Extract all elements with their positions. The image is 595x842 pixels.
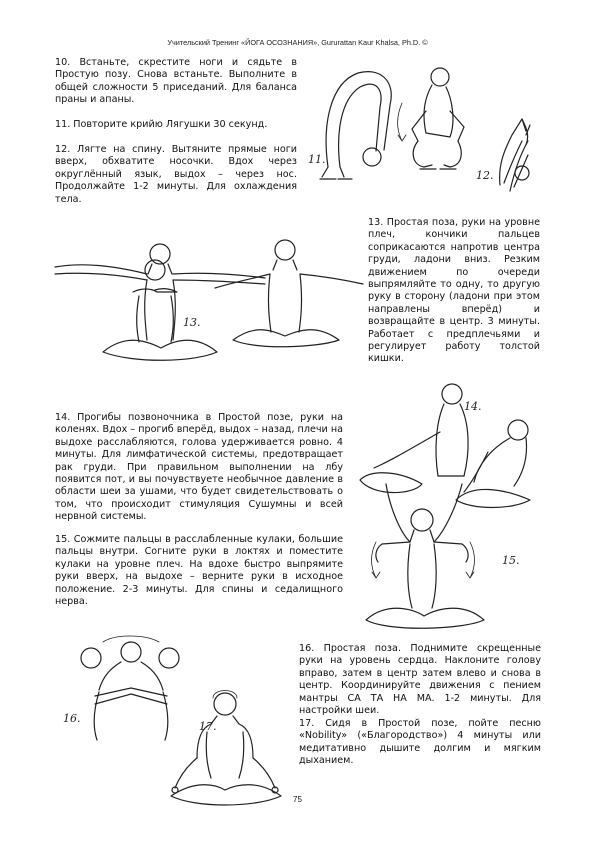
step-12-text: 12. Лягте на спину. Вытяните прямые ноги вверх, обхватите носочки. Вдох через округлённый язык, выдох – через нос. Продолжайте 1-2 минуты. Для охлаждения тела. [55, 144, 297, 205]
figure-forward-bend [320, 72, 391, 179]
step-16-text: 16. Простая поза. Поднимите скрещенные руки на уровень сердца. Наклоните голову вправо, затем в центр затем влево и снова в центр. Координируйте движения с пением мантры СА ТА НА МА. 1-2 минуты. Для настройки шеи. [299, 643, 541, 717]
figure-label-15: 15. [502, 554, 520, 567]
illustration-neck-tilt-meditation [55, 632, 295, 810]
step-11-text: 11. Повторите крийю Лягушки 30 секунд. [55, 119, 268, 130]
figure-side-arms-out [215, 240, 363, 347]
figure-squat [398, 68, 465, 169]
figure-neck-tilt [81, 636, 179, 740]
step-17-text: 17. Сидя в Простой позе, пойте песню «Nobility» («Благородство») 4 минуты или медитативно дышите долгим и мягким дыханием. [299, 718, 541, 767]
illustration-arm-extension [55, 222, 365, 372]
step-10-text: 10. Встаньте, скрестите ноги и сядьте в Простую позу. Снова встаньте. Выполните в общей сложности 5 приседаний. Для баланса праны и апаны. [55, 57, 297, 106]
figure-label-12: 12. [476, 169, 494, 182]
figure-label-13: 13. [183, 316, 201, 329]
illustration-squat-and-leg-hold [300, 55, 545, 195]
step-14-text: 14. Прогибы позвоночника в Простой позе, руки на коленях. Вдох – прогиб вперёд, выдох – назад, плечи на выдохе расслабляются, голова удерживается ровно. 4 минуты. Для лимфатической системы, предотвращает рак груди. При правильном выполнении на лбу появится пот, и вы почувствуете необычное давление в области шеи за ушами, что будет свидетельствовать о том, что происходит стимуляция Сушумны и всей нервной системы. [55, 412, 343, 523]
step-15-text: 15. Сожмите пальцы в расслабленные кулаки, большие пальцы внутри. Согните руки в локтях и поместите кулаки на уровне плеч. На вдохе быстро выпрямите руки вверх, на выдохе – верните руки в исходное положение. 2-3 минуты. Для спины и седалищного нерва. [55, 534, 343, 608]
illustration-spinal-flex-arm-raise [352, 372, 552, 640]
page-header: Учительский Тренинг «ЙОГА ОСОЗНАНИЯ», Gururattan Kaur Khalsa, Ph.D. © [167, 38, 428, 47]
figure-label-17: 17. [199, 720, 217, 733]
step-13-text: 13. Простая поза, руки на уровне плеч, кончики пальцев соприкасаются напротив центра груди, ладони вниз. Резким движением по очереди выпрямляйте то одну, то другую руку в сторону (ладони при этом направлены вперёд) и возвращайте в центр. 3 минуты. Работает с предплечьями и регулирует работу толстой кишки. [368, 217, 540, 365]
figure-label-14: 14. [464, 400, 482, 413]
page-number: 75 [293, 795, 302, 804]
figure-label-16: 16. [63, 712, 81, 725]
figure-spinal-flex-back [360, 384, 468, 493]
figure-label-11: 11. [308, 153, 326, 166]
figure-legs-up [500, 119, 530, 191]
figure-arm-raise [366, 484, 484, 628]
figure-meditation [171, 691, 281, 806]
